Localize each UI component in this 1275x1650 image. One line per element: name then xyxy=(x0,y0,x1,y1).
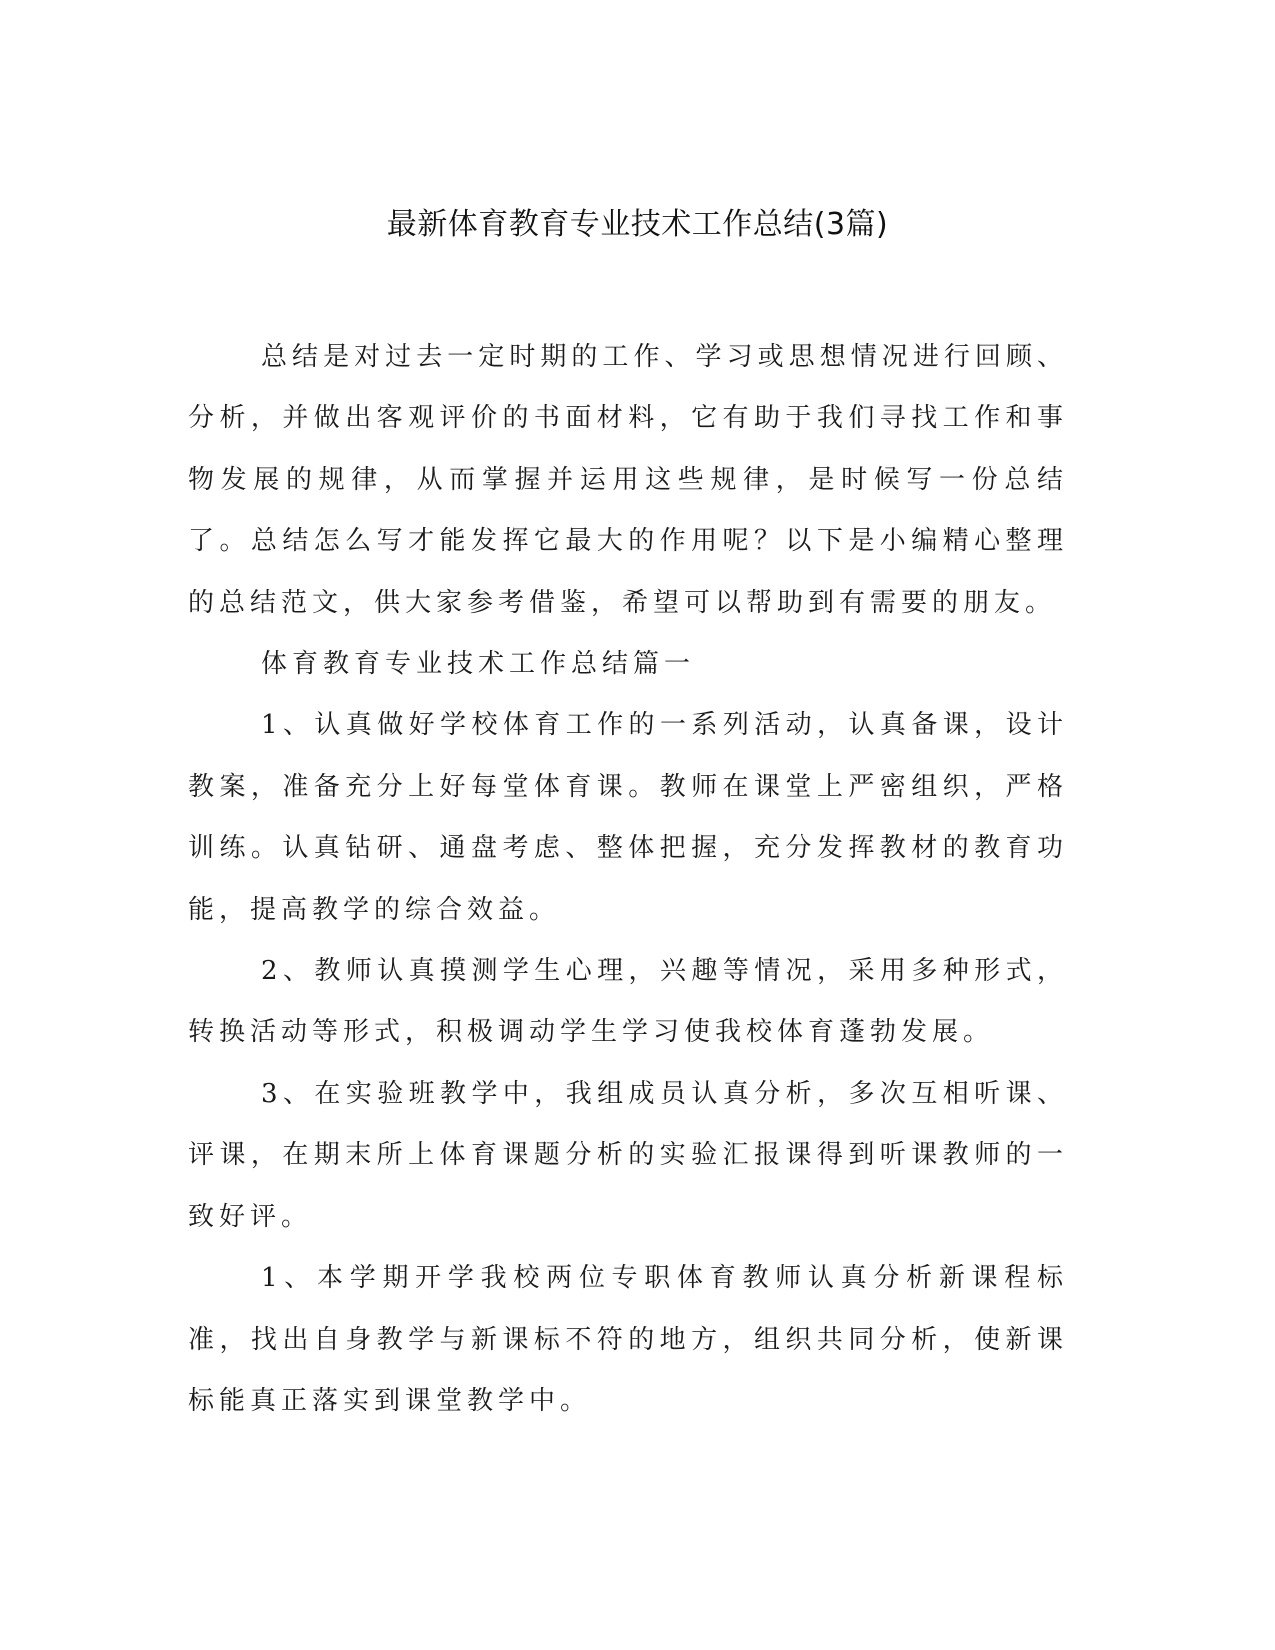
document-title: 最新体育教育专业技术工作总结(3篇) xyxy=(386,207,889,242)
intro-paragraph: 总结是对过去一定时期的工作、学习或思想情况进行回顾、分析，并做出客观评价的书面材料，它有助于我们寻找工作和事物发展的规律，从而掌握并运用这些规律，是时候写一份总结了。总结怎么写才能发挥它最大的作用呢？以下是小编精心整理的总结范文，供大家参考借鉴，希望可以帮助到有需要的朋友。 xyxy=(188,342,1068,618)
section-heading: 体育教育专业技术工作总结篇一 xyxy=(261,649,696,680)
document-body xyxy=(188,327,1068,1432)
body-paragraph: 1、认真做好学校体育工作的一系列活动，认真备课，设计教案，准备充分上好每堂体育课。教师在课堂上严密组织，严格训练。认真钻研、通盘考虑、整体把握，充分发挥教材的教育功能，提高教学的综合效益。 xyxy=(188,710,1068,925)
body-paragraph: 2、教师认真摸测学生心理，兴趣等情况，采用多种形式，转换活动等形式，积极调动学生学习使我校体育蓬勃发展。 xyxy=(188,956,1068,1048)
body-paragraph: 1、本学期开学我校两位专职体育教师认真分析新课程标准，找出自身教学与新课标不符的地方，组织共同分析，使新课标能真正落实到课堂教学中。 xyxy=(188,1263,1068,1416)
body-paragraph: 3、在实验班教学中，我组成员认真分析，多次互相听课、评课，在期末所上体育课题分析的实验汇报课得到听课教师的一致好评。 xyxy=(188,1078,1068,1232)
